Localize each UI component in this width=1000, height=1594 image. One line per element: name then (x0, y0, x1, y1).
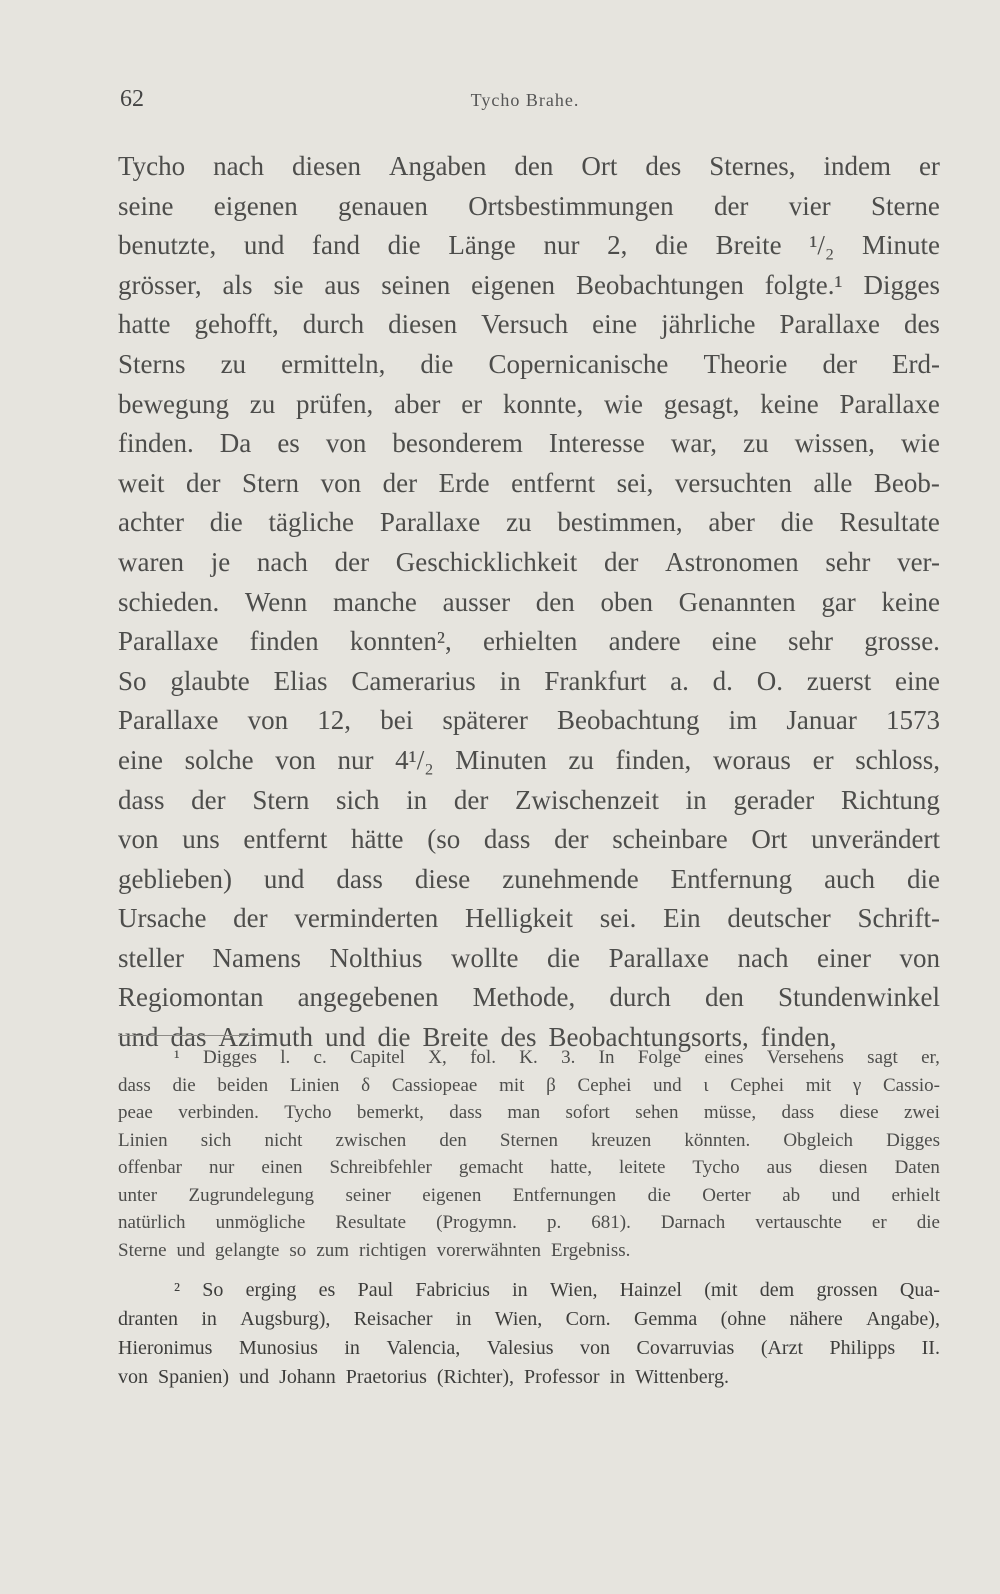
footnote-rule (118, 1035, 263, 1036)
body-text (118, 147, 940, 1058)
footnotes (118, 1044, 940, 1392)
footnote-1-line: Linien sich nicht zwischen den Sternen kreuzen könnten. Obgleich Digges (118, 1129, 940, 1151)
body-text-line: Tycho nach diesen Angaben den Ort des Sternes, indem er (118, 151, 940, 181)
body-text-line: Parallaxe von 12, bei späterer Beobachtung im Januar 1573 (118, 705, 940, 736)
body-text-line: dass der Stern sich in der Zwischenzeit in gerader Richtung (118, 784, 940, 815)
body-text-line: benutzte, und fand die Länge nur 2, die Breite ¹/₂ Minute (118, 230, 940, 261)
body-text-line: So glaubte Elias Camerarius in Frankfurt a. d. O. zuerst eine (118, 665, 940, 696)
footnote-2-line: ² So erging es Paul Fabricius in Wien, Hainzel (mit dem grossen Qua- (174, 1279, 940, 1301)
body-text-line: finden. Da es von besonderem Interesse war, zu wissen, wie (118, 428, 940, 459)
body-text-line: hatte gehofft, durch diesen Versuch eine jährliche Parallaxe des (118, 309, 940, 340)
body-text-line: Sterns zu ermitteln, die Copernicanische Theorie der Erd- (118, 348, 940, 379)
footnote-1-line: dass die beiden Linien δ Cassiopeae mit β Cephei und ι Cephei mit γ Cassio- (118, 1074, 940, 1096)
footnote-2-line: von Spanien) und Johann Praetorius (Richter), Professor in Wittenberg. (118, 1366, 729, 1388)
body-text-line: Ursache der verminderten Helligkeit sei. Ein deutscher Schrift- (118, 903, 940, 934)
body-text-line: steller Namens Nolthius wollte die Parallaxe nach einer von (118, 942, 940, 973)
footnote-1-line: Sterne und gelangte so zum richtigen vorerwähnten Ergebniss. (118, 1239, 631, 1261)
body-text-line: weit der Stern von der Erde entfernt sei, versuchten alle Beob- (118, 467, 940, 498)
body-text-line: seine eigenen genauen Ortsbestimmungen der vier Sterne (118, 190, 940, 221)
footnote-2 (118, 1276, 940, 1392)
body-text-line: grösser, als sie aus seinen eigenen Beobachtungen folgte.¹ Digges (118, 269, 940, 300)
body-text-line: von uns entfernt hätte (so dass der scheinbare Ort unverändert (118, 824, 940, 855)
footnote-1 (118, 1044, 940, 1264)
running-title: Tycho Brahe. (470, 90, 580, 110)
footnote-1-line: ¹ Digges l. c. Capitel X, fol. K. 3. In Folge eines Versehens sagt er, (174, 1047, 940, 1068)
body-text-line: achter die tägliche Parallaxe zu bestimmen, aber die Resultate (118, 507, 940, 538)
body-text-line: Regiomontan angegebenen Methode, durch den Stundenwinkel (118, 982, 940, 1013)
footnote-1-line: offenbar nur einen Schreibfehler gemacht hatte, leitete Tycho aus diesen Daten (118, 1157, 940, 1178)
footnote-2-line: dranten in Augsburg), Reisacher in Wien, Corn. Gemma (ohne nähere Angabe), (118, 1308, 940, 1330)
body-text-line: und das Azimuth und die Breite des Beobachtungsorts, finden, (118, 1022, 837, 1053)
page-header (120, 86, 930, 116)
body-text-line: bewegung zu prüfen, aber er konnte, wie gesagt, keine Parallaxe (118, 388, 940, 419)
footnote-1-line: natürlich unmögliche Resultate (Progymn. p. 681). Darnach vertauschte er die (118, 1212, 940, 1233)
footnote-2-line: Hieronimus Munosius in Valencia, Valesius von Covarruvias (Arzt Philipps II. (118, 1337, 940, 1359)
body-text-line: geblieben) und dass diese zunehmende Entfernung auch die (118, 863, 940, 894)
body-text-line: waren je nach der Geschicklichkeit der Astronomen sehr ver- (118, 546, 940, 577)
footnote-1-line: peae verbinden. Tycho bemerkt, dass man sofort sehen müsse, dass diese zwei (118, 1102, 940, 1123)
page-number: 62 (120, 86, 144, 112)
footnote-1-line: unter Zugrundelegung seiner eigenen Entfernungen die Oerter ab und erhielt (118, 1184, 940, 1206)
body-text-line: schieden. Wenn manche ausser den oben Genannten gar keine (118, 586, 940, 617)
body-text-line: Parallaxe finden konnten², erhielten andere eine sehr grosse. (118, 626, 940, 657)
body-text-line: eine solche von nur 4¹/₂ Minuten zu finden, woraus er schloss, (118, 744, 940, 775)
